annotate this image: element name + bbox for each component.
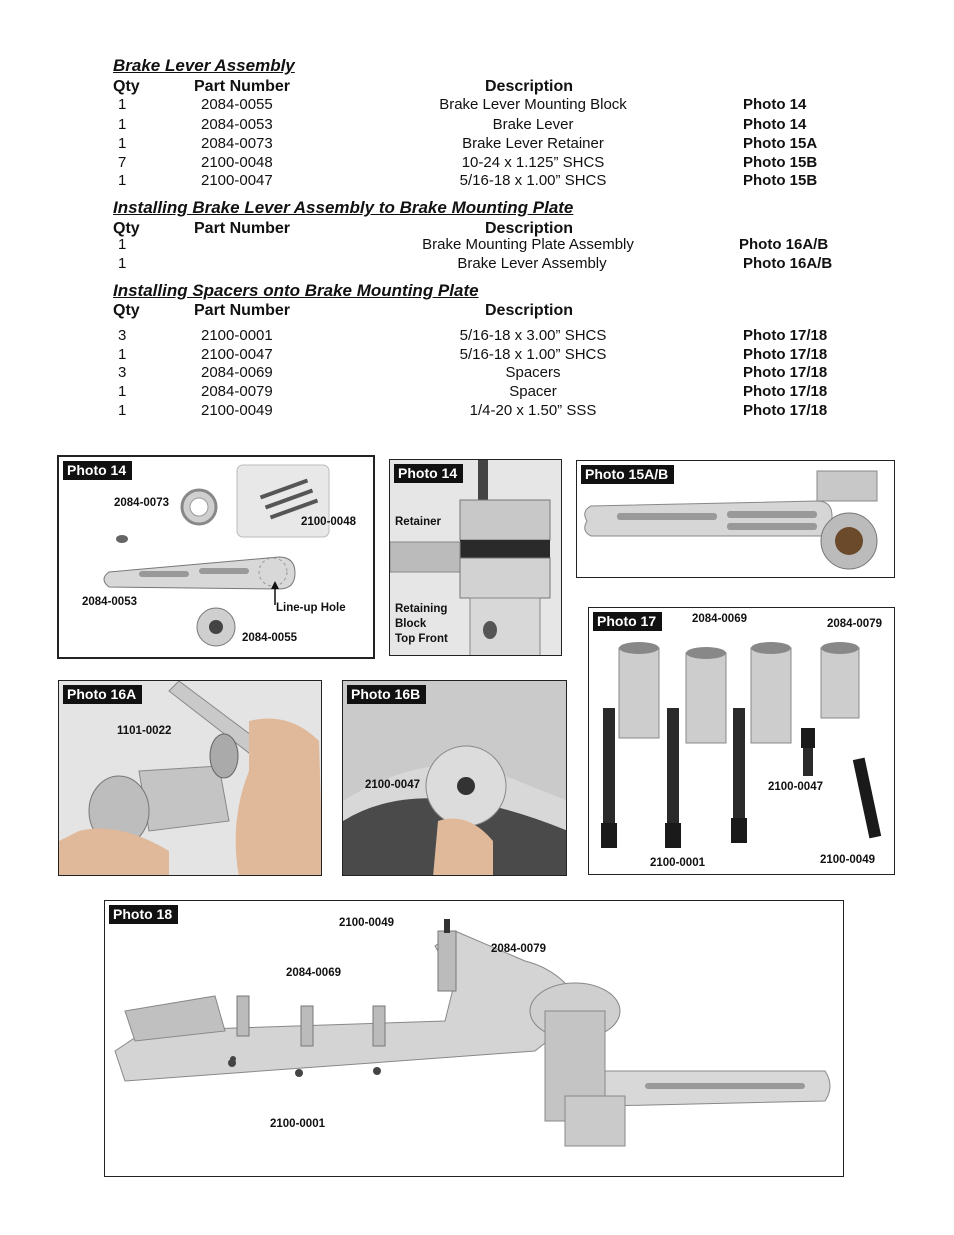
header-qty: Qty [113,78,140,95]
photo-tag: Photo 18 [109,905,178,924]
table-row: 1 Brake Mounting Plate Assembly Photo 16A/B [118,236,829,253]
table-row: 1 2084-0055 Brake Lever Mounting Block Photo 14 [118,96,807,113]
part-label: 2100-0049 [820,854,875,866]
parts-illustration [59,457,375,659]
header-qty: Qty [113,220,140,237]
part-label: 2100-0047 [365,779,420,791]
line-up-hole-label: Line-up Hole [276,602,346,614]
table-row: 3 2100-0001 5/16-18 x 3.00” SHCS Photo 17/18 [118,327,828,344]
photo-14-retainer [389,459,562,656]
part-label: 2100-0001 [650,857,705,869]
header-description: Description [485,220,574,237]
section-title: Installing Brake Lever Assembly to Brake Mounting Plate [113,198,574,217]
table-row: 3 2084-0069 Spacers Photo 17/18 [118,364,828,381]
header-description: Description [485,78,574,95]
table-row: 1 2100-0047 5/16-18 x 1.00” SHCS Photo 17/18 [118,346,828,363]
retaining-block-label: Top Front [395,633,448,645]
table-row: 1 Brake Lever Assembly Photo 16A/B [118,255,833,272]
part-label: 2100-0049 [339,917,394,929]
spacers-illustration [589,608,895,875]
part-label: 2100-0048 [301,516,356,528]
table-row: 1 2084-0073 Brake Lever Retainer Photo 15A [118,135,818,152]
photo-15ab [576,460,895,578]
table-row: 1 2100-0047 5/16-18 x 1.00” SHCS Photo 15B [118,172,818,189]
part-label: 2084-0079 [491,943,546,955]
photo-14-parts [57,455,375,659]
table-row: 1 2100-0049 1/4-20 x 1.50” SSS Photo 17/18 [118,402,828,419]
table-row: 1 2084-0053 Brake Lever Photo 14 [118,116,807,133]
photo-tag: Photo 15A/B [581,465,674,484]
part-label: 2084-0073 [114,497,169,509]
photo-18 [104,900,844,1177]
section-title: Installing Spacers onto Brake Mounting Plate [113,281,479,300]
part-label: 2100-0001 [270,1118,325,1130]
photo-16b [342,680,567,876]
retainer-label: Retainer [395,516,442,528]
table-row: 7 2100-0048 10-24 x 1.125” SHCS Photo 15B [118,154,818,171]
header-part-number: Part Number [194,220,291,237]
part-label: 2084-0069 [286,967,341,979]
section-title: Brake Lever Assembly [113,56,295,75]
photo-tag: Photo 16B [347,685,426,704]
retaining-block-label: Retaining [395,603,448,615]
part-label: 2084-0055 [242,632,297,644]
photo-16a [58,680,322,876]
part-label: 2084-0069 [692,613,747,625]
part-label: 2084-0079 [827,618,882,630]
photo-tag: Photo 16A [63,685,142,704]
mounting-plate-illustration [105,901,844,1177]
assembly-illustration [59,681,322,876]
photo-tag: Photo 14 [394,464,463,483]
header-description: Description [485,302,574,319]
photo-17 [588,607,895,875]
table-row: 1 2084-0079 Spacer Photo 17/18 [118,383,828,400]
part-label: 2084-0053 [82,596,137,608]
header-part-number: Part Number [194,78,291,95]
header-part-number: Part Number [194,302,291,319]
photo-tag: Photo 14 [63,461,132,480]
part-label: 2100-0047 [768,781,823,793]
part-label: 1101-0022 [117,725,172,737]
retaining-block-label: Block [395,618,427,630]
header-qty: Qty [113,302,140,319]
photo-tag: Photo 17 [593,612,662,631]
